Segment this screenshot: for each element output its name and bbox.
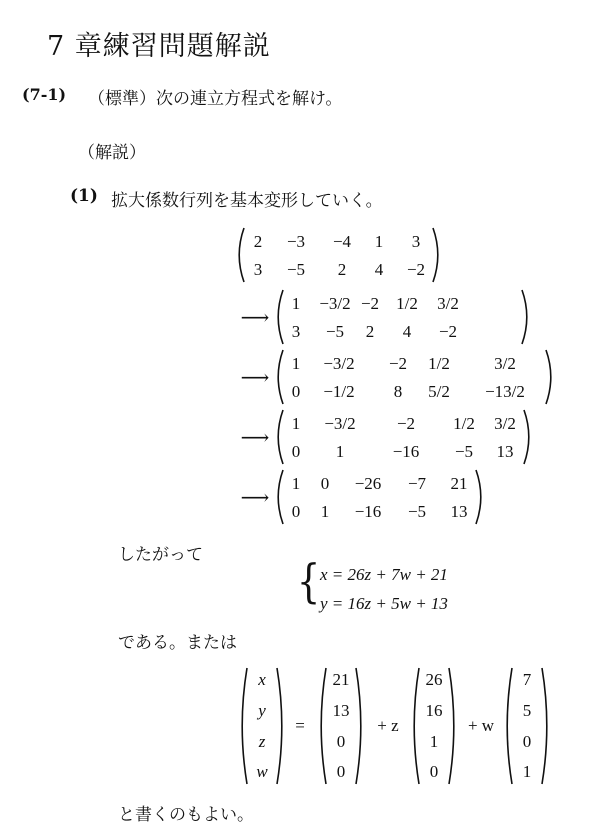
matrix-cell: 3/2 — [494, 414, 516, 433]
matrix-cell: 13 — [496, 442, 514, 461]
matrix-cell: 3/2 — [437, 294, 459, 313]
system-brace: { — [296, 554, 321, 608]
matrix-cell: 1/2 — [396, 294, 418, 313]
left-paren — [242, 668, 247, 784]
matrix-cell: 5/2 — [428, 382, 450, 401]
matrix-cell: −2 — [388, 354, 408, 373]
matrix-cell: 1 — [335, 442, 345, 461]
vector-entry: 0 — [522, 732, 532, 751]
vector-entry: 0 — [336, 762, 346, 781]
vector-entry: z — [258, 732, 266, 751]
section-heading: （解説） — [78, 143, 146, 163]
vector-constant — [321, 668, 361, 784]
text-final: と書くのもよい。 — [118, 805, 254, 825]
matrix-cell: 3 — [253, 260, 263, 279]
matrix-cell: 1 — [374, 232, 384, 251]
matrix-cell: −3/2 — [319, 294, 351, 313]
text-or: である。または — [118, 633, 237, 653]
matrix-cell: −2 — [438, 322, 458, 341]
vector-entry: 0 — [429, 762, 439, 781]
matrix-cell: 1/2 — [428, 354, 450, 373]
matrix-cell: 3/2 — [494, 354, 516, 373]
matrix-cell: −5 — [454, 442, 474, 461]
matrix-cell: 1 — [320, 502, 330, 521]
matrix-cell: 0 — [291, 382, 301, 401]
reduction-arrow: ⟶ — [240, 307, 270, 329]
right-paren — [449, 668, 454, 784]
matrix-cell: 2 — [365, 322, 375, 341]
matrix-cell: −13/2 — [485, 382, 525, 401]
vector-entry: x — [258, 670, 266, 689]
vector-entry: 21 — [332, 670, 350, 689]
vector-entry: 5 — [522, 701, 532, 720]
vector-lhs — [242, 668, 282, 784]
matrix-cell: 1 — [291, 474, 301, 493]
matrix-cell: −5 — [407, 502, 427, 521]
matrix-cell: 1 — [291, 354, 301, 373]
matrix-cell: 13 — [450, 502, 468, 521]
reduction-arrow: ⟶ — [240, 367, 270, 389]
vector-entry: 13 — [332, 701, 350, 720]
equation-y: y = 16z + 5w + 13 — [320, 594, 448, 613]
matrix-cell: 4 — [402, 322, 412, 341]
matrix-cell: −4 — [332, 232, 352, 251]
problem-statement: （標準）次の連立方程式を解け。 — [88, 89, 343, 109]
vector-w — [507, 668, 547, 784]
matrix-cell: 1 — [291, 414, 301, 433]
matrix-cell: −3 — [286, 232, 306, 251]
right-paren — [277, 668, 282, 784]
left-paren — [414, 668, 419, 784]
matrix-cell: −3/2 — [324, 414, 356, 433]
matrix-cell: 8 — [393, 382, 403, 401]
vector-entry: 1 — [522, 762, 532, 781]
vector-entry: 0 — [336, 732, 346, 751]
plus-w: + w — [467, 716, 495, 735]
equation-x: x = 26z + 7w + 21 — [320, 565, 448, 584]
matrix-cell: 4 — [374, 260, 384, 279]
matrix-cell: 0 — [320, 474, 330, 493]
page-title: 7 章練習問題解説 — [47, 31, 271, 62]
text-therefore: したがって — [118, 545, 203, 565]
left-paren — [507, 668, 512, 784]
matrix-cell: −16 — [354, 502, 382, 521]
matrix-cell: 1/2 — [453, 414, 475, 433]
matrix-cell: −26 — [354, 474, 382, 493]
right-paren — [542, 668, 547, 784]
subproblem-text: 拡大係数行列を基本変形していく。 — [111, 191, 383, 211]
subproblem-label: (1) — [70, 186, 98, 206]
matrix-cell: −1/2 — [323, 382, 355, 401]
matrix-cell: 21 — [450, 474, 468, 493]
matrix-cell: −2 — [360, 294, 380, 313]
vector-entry: 7 — [522, 670, 532, 689]
matrix-cell: −3/2 — [323, 354, 355, 373]
matrix-cell: 0 — [291, 502, 301, 521]
matrix-cell: −5 — [286, 260, 306, 279]
problem-label: (7-1) — [22, 85, 67, 104]
right-paren — [356, 668, 361, 784]
matrix-cell: 0 — [291, 442, 301, 461]
vector-entry: w — [256, 762, 268, 781]
matrix-cell: −2 — [396, 414, 416, 433]
plus-z: + z — [377, 716, 399, 735]
matrix-cell: −7 — [407, 474, 427, 493]
vector-area — [242, 668, 547, 784]
matrix-cell: −2 — [406, 260, 426, 279]
matrix-cell: 3 — [291, 322, 301, 341]
vector-entry: 1 — [429, 732, 439, 751]
reduction-arrow: ⟶ — [240, 427, 270, 449]
matrix-cell: 3 — [411, 232, 421, 251]
left-paren — [321, 668, 326, 784]
matrix-cell: −16 — [392, 442, 420, 461]
vector-entry: 16 — [425, 701, 443, 720]
vector-z — [414, 668, 454, 784]
vector-entry: 26 — [425, 670, 443, 689]
matrix-cell: 2 — [337, 260, 347, 279]
matrix-cell: −5 — [325, 322, 345, 341]
matrix-cell: 1 — [291, 294, 301, 313]
vector-entry: y — [258, 701, 266, 720]
equals-sign: = — [295, 716, 305, 735]
reduction-arrow: ⟶ — [240, 487, 270, 509]
matrix-cell: 2 — [253, 232, 263, 251]
